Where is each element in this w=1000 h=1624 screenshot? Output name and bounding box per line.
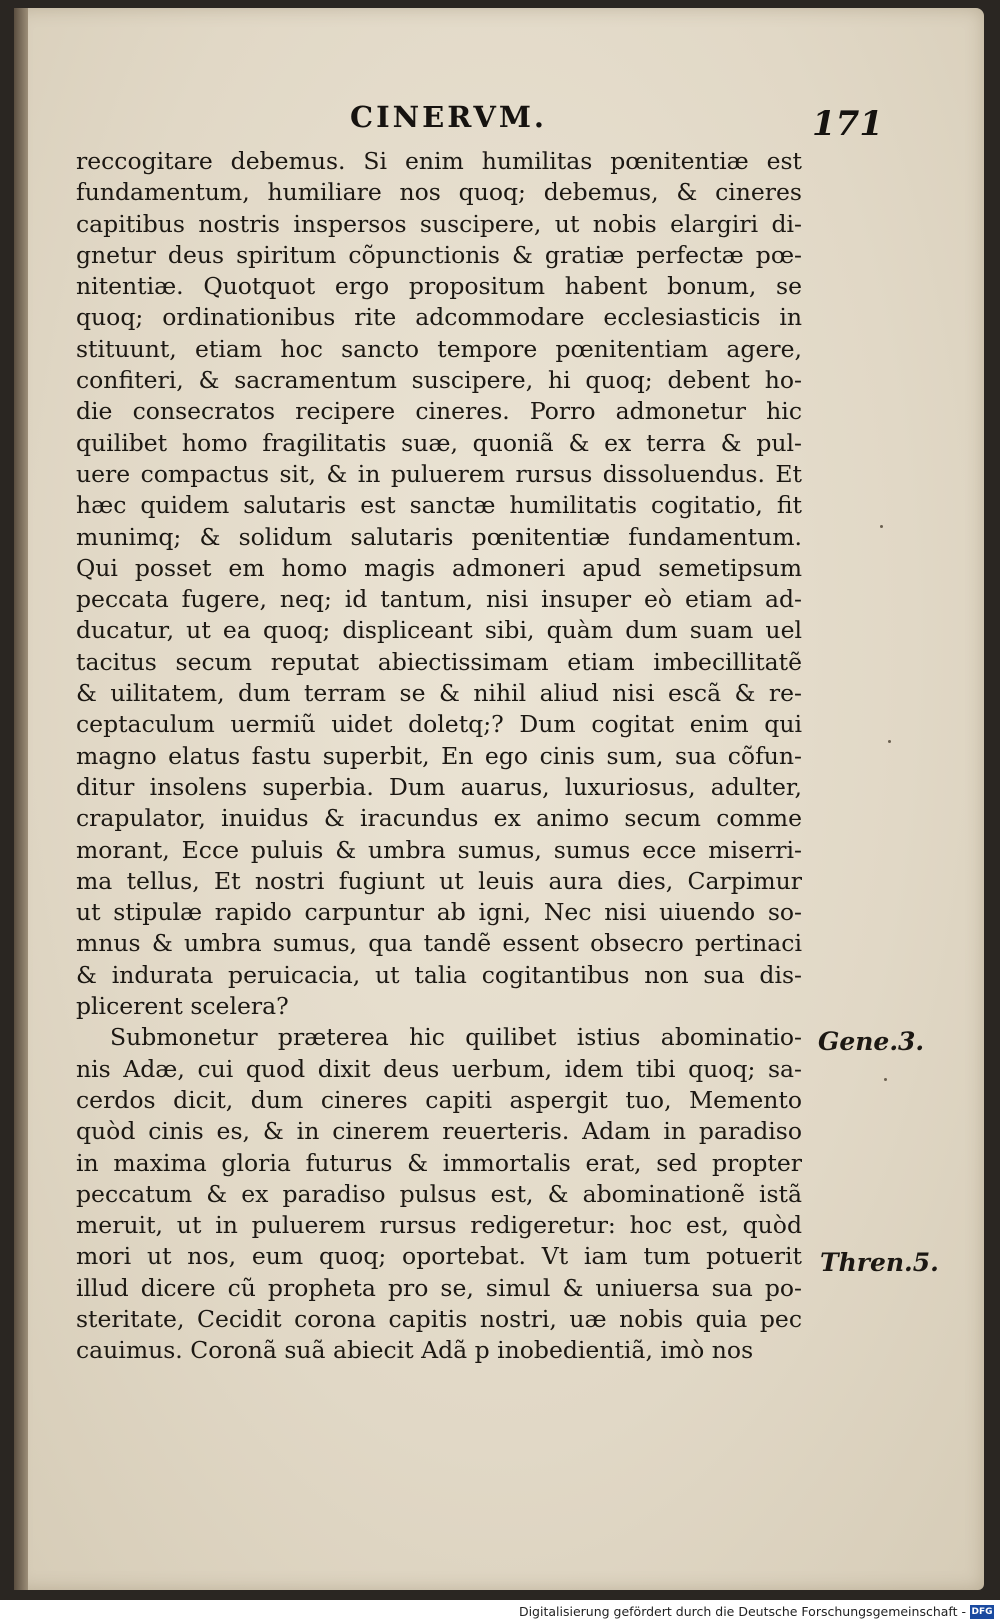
running-head: CINERVM. [350, 100, 548, 134]
page-number: 171 [812, 104, 883, 144]
text-line: illud dicere cũ propheta pro se, simul & uniuersa sua po- [76, 1273, 802, 1302]
text-line: morant, Ecce puluis & umbra sumus, sumus ecce miserri- [76, 835, 802, 864]
text-line: reccogitare debemus. Si enim humilitas pœnitentiæ est [76, 147, 802, 175]
text-line: mnus & umbra sumus, qua tandẽ essent obsecro pertinaci [76, 929, 802, 958]
ink-speck [888, 740, 891, 743]
text-line: quilibet homo fragilitatis suæ, quoniã & ex terra & pul- [76, 428, 802, 457]
text-line: crapulator, inuidus & iracundus ex animo secum comme [76, 804, 802, 833]
marginal-note-threni: Thren.5. [820, 1248, 939, 1277]
text-line: uere compactus sit, & in puluerem rursus dissoluendus. Et [76, 459, 802, 488]
text-line: nitentiæ. Quotquot ergo propositum habent bonum, se [76, 272, 802, 301]
text-line: nis Adæ, cui quod dixit deus uerbum, idem tibi quoq; sa- [76, 1054, 802, 1083]
text-line: Qui posset em homo magis admoneri apud semetipsum [76, 553, 802, 582]
text-line: meruit, ut in puluerem rursus redigeretur: hoc est, quòd [76, 1211, 802, 1240]
text-line: munimq; & solidum salutaris pœnitentiæ fundamentum. [76, 522, 802, 551]
digitization-credit: Digitalisierung gefördert durch die Deutsche Forschungsgemeinschaft - [518, 1604, 966, 1619]
text-line: in maxima gloria futurus & immortalis erat, sed propter [76, 1148, 802, 1177]
text-line: plicerent scelera? [76, 992, 289, 1021]
text-line: capitibus nostris inspersos suscipere, ut nobis elargiri di- [76, 209, 802, 238]
text-line: tacitus secum reputat abiectissimam etiam imbecillitatẽ [76, 647, 802, 676]
text-line: ut stipulæ rapido carpuntur ab igni, Nec nisi uiuendo so- [76, 898, 802, 927]
text-line: & uilitatem, dum terram se & nihil aliud nisi escã & re- [76, 679, 802, 708]
text-line: gnetur deus spiritum cõpunctionis & gratiæ perfectæ pœ- [76, 240, 802, 269]
text-line: die consecratos recipere cineres. Porro admonetur hic [76, 397, 802, 426]
text-line: & indurata peruicacia, ut talia cogitantibus non sua dis- [76, 960, 802, 989]
body-text [76, 146, 802, 1367]
text-line: ma tellus, Et nostri fugiunt ut leuis aura dies, Carpimur [76, 866, 802, 895]
text-line: quòd cinis es, & in cinerem reuerteris. Adam in paradiso [76, 1117, 802, 1146]
text-line: stituunt, etiam hoc sancto tempore pœnitentiam agere, [76, 334, 802, 363]
text-line: ceptaculum uermiũ uidet doletq;? Dum cogitat enim qui [76, 710, 802, 739]
text-line: confiteri, & sacramentum suscipere, hi quoq; debent ho- [76, 366, 802, 395]
text-line: magno elatus fastu superbit, En ego cinis sum, sua cõfun- [76, 741, 802, 770]
text-line: peccatum & ex paradiso pulsus est, & abominationẽ istã [76, 1179, 802, 1208]
text-line: cauimus. Coronã suã abiecit Adã p inobedientiã, imò nos [76, 1336, 754, 1365]
dfg-logo: DFG [971, 1607, 993, 1617]
text-line: steritate, Cecidit corona capitis nostri, uæ nobis quia pec [76, 1304, 802, 1333]
text-line: Submonetur præterea hic quilibet istius abominatio- [110, 1023, 802, 1052]
text-line: cerdos dicit, dum cineres capiti aspergit tuo, Memento [76, 1085, 802, 1114]
text-line: mori ut nos, eum quoq; oportebat. Vt iam tum potuerit [76, 1242, 802, 1271]
text-line: ducatur, ut ea quoq; displiceant sibi, quàm dum suam uel [76, 616, 802, 645]
text-line: hæc quidem salutaris est sanctæ humilitatis cogitatio, fit [76, 491, 802, 520]
page-gutter-shadow [14, 8, 28, 1590]
text-line: peccata fugere, neq; id tantum, nisi insuper eò etiam ad- [76, 585, 802, 614]
text-line: fundamentum, humiliare nos quoq; debemus, & cineres [76, 178, 802, 207]
text-line: quoq; ordinationibus rite adcommodare ecclesiasticis in [76, 303, 802, 332]
ink-speck [880, 525, 883, 528]
ink-speck [884, 1078, 887, 1081]
marginal-note-genesis: Gene.3. [818, 1027, 925, 1056]
text-line: ditur insolens superbia. Dum auarus, luxuriosus, adulter, [76, 772, 802, 801]
